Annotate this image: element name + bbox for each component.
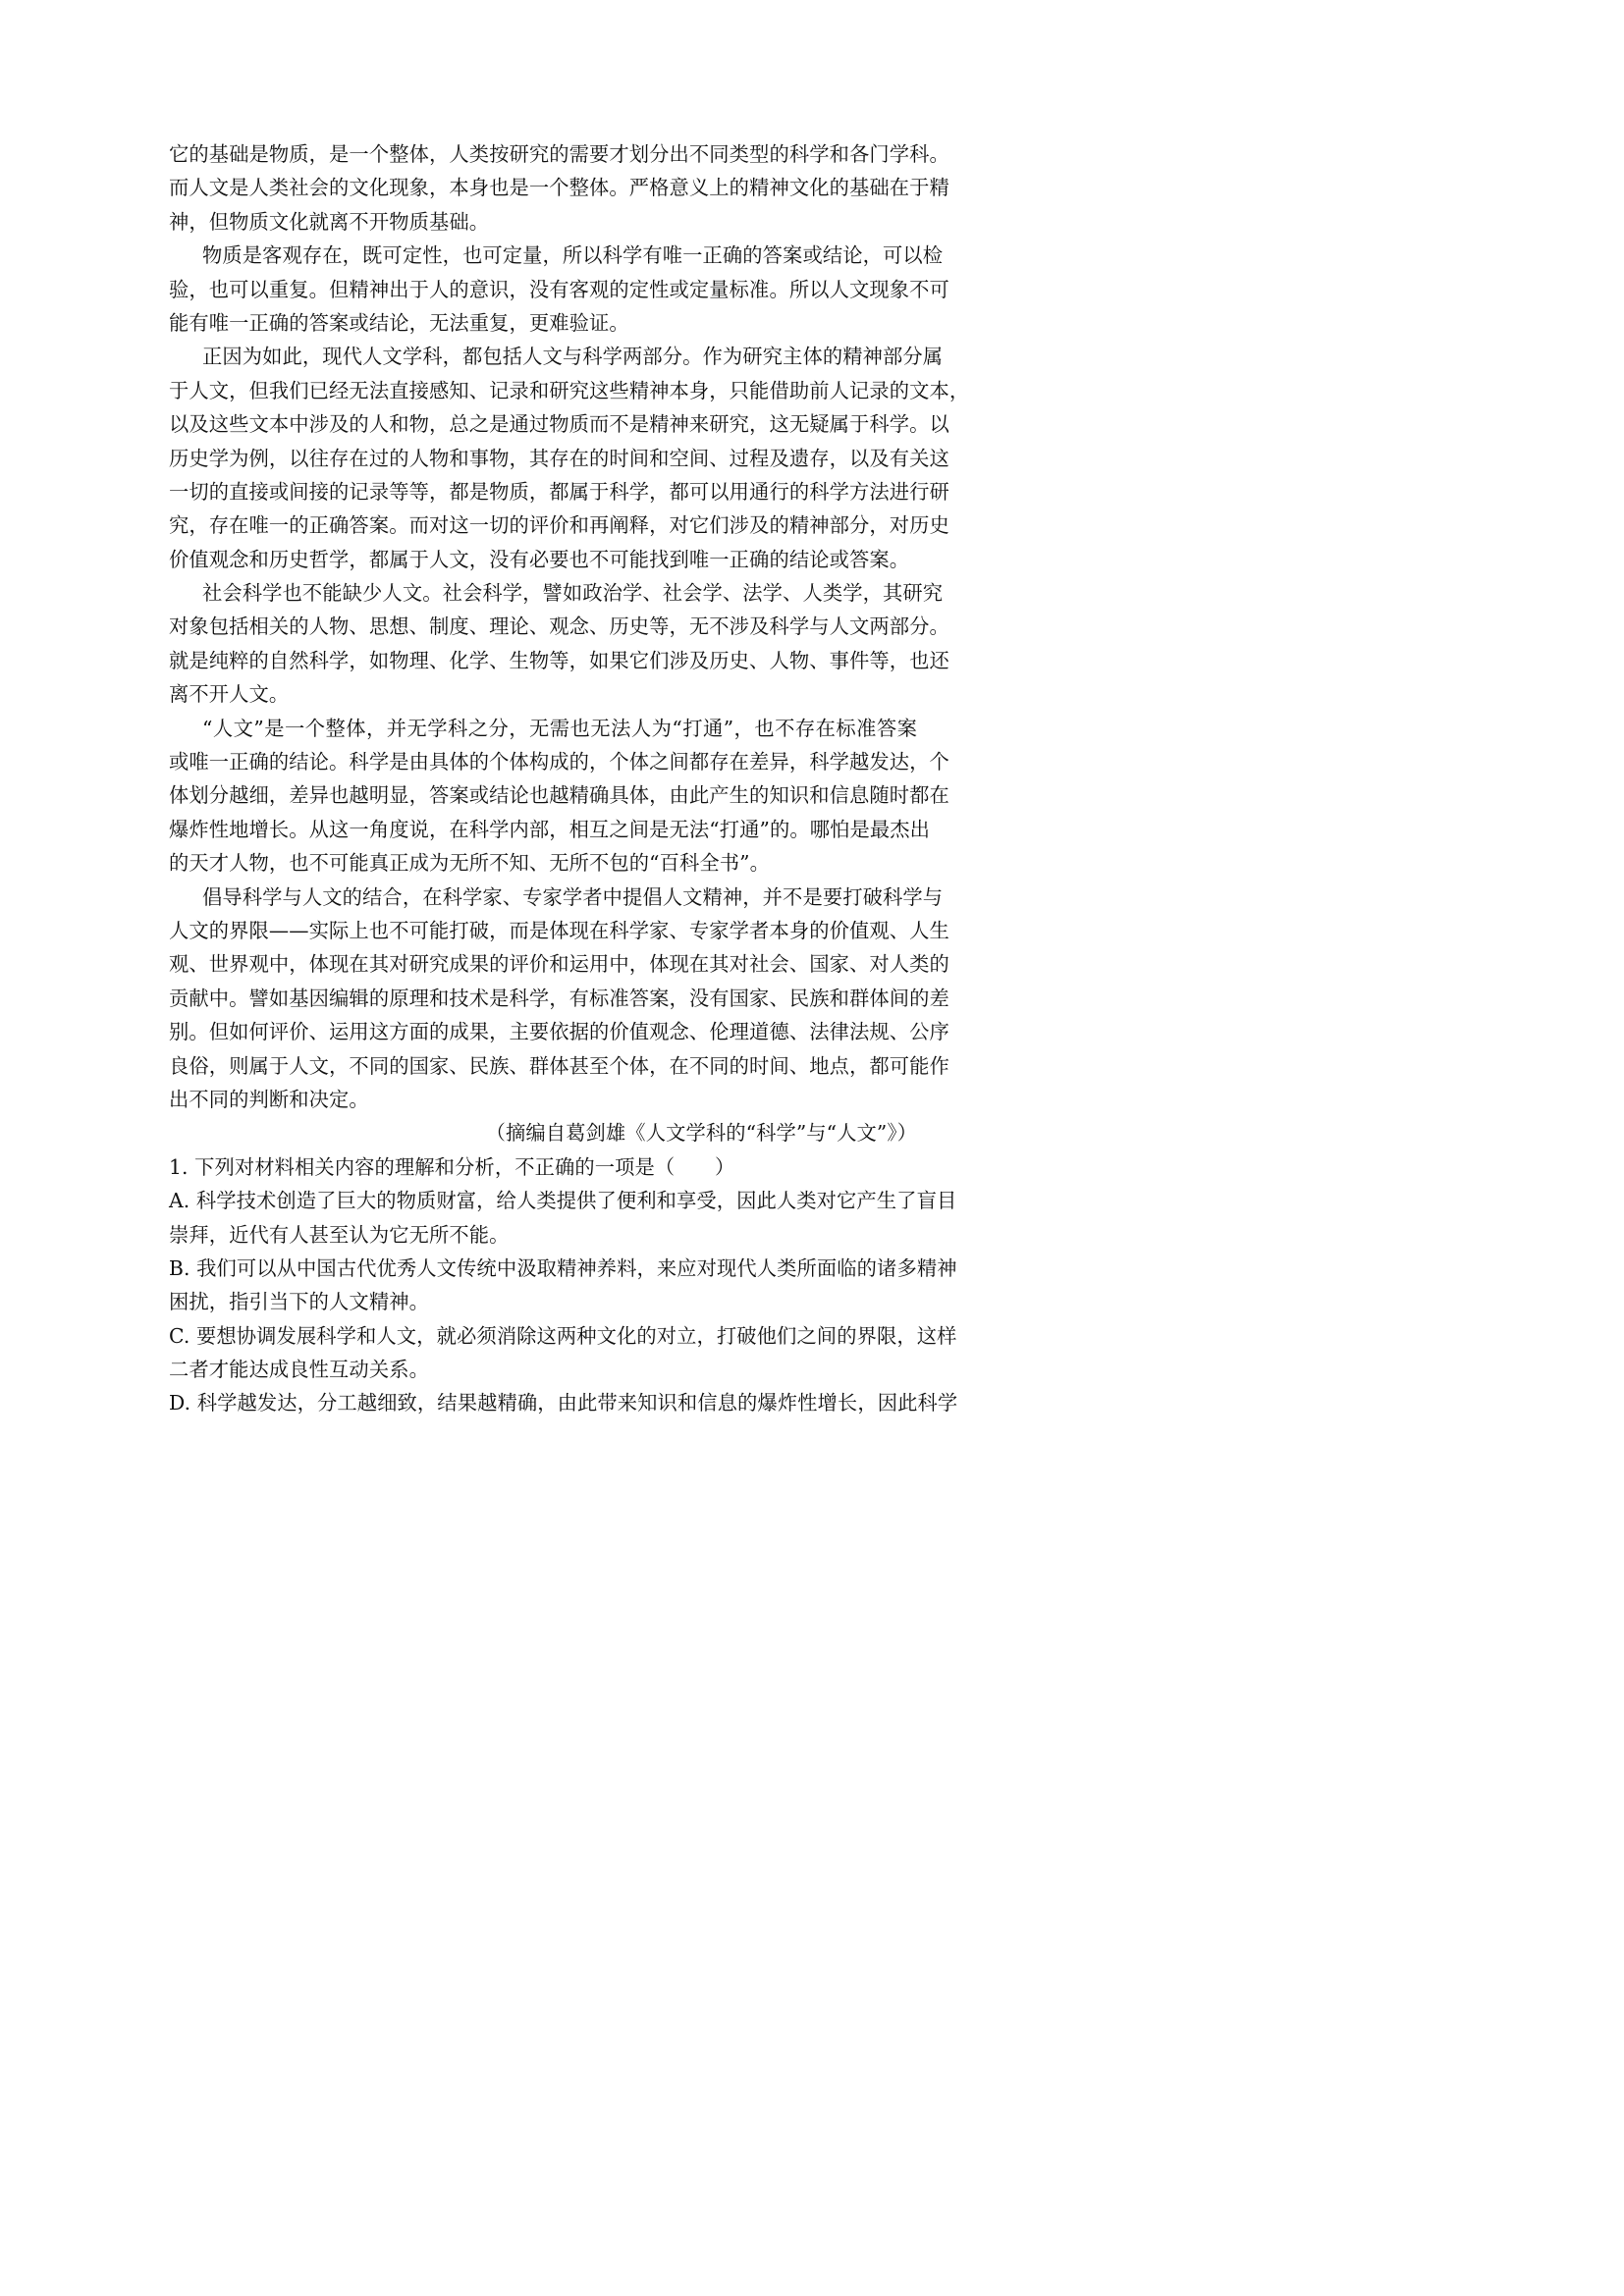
paragraph-2-line: 验，也可以重复。但精神出于人的意识，没有客观的定性或定量标准。所以人文现象不可 <box>169 277 949 301</box>
option-b-line: 困扰，指引当下的人文精神。 <box>169 1290 429 1314</box>
paragraph-3-line: 价值观念和历史哲学，都属于人文，没有必要也不可能找到唯一正确的结论或答案。 <box>169 547 910 571</box>
paragraph-6-line: 倡导科学与人文的结合，在科学家、专家学者中提倡人文精神，并不是要打破科学与 <box>202 884 944 909</box>
paragraph-6-line: 出不同的判断和决定。 <box>169 1087 369 1111</box>
option-d-line: D. 科学越发达，分工越细致，结果越精确，由此带来知识和信息的爆炸性增长，因此科学 <box>169 1391 958 1415</box>
paragraph-4-line: 社会科学也不能缺少人文。社会科学，譬如政治学、社会学、法学、人类学，其研究 <box>202 581 944 606</box>
paragraph-3-line: 一切的直接或间接的记录等等，都是物质，都属于科学，都可以用通行的科学方法进行研 <box>169 479 949 504</box>
question-stem: 1. 下列对材料相关内容的理解和分析，不正确的一项是（ ） <box>169 1154 735 1179</box>
paragraph-3-line: 于人文，但我们已经无法直接感知、记录和研究这些精神本身，只能借助前人记录的文本， <box>169 378 970 402</box>
paragraph-6-line: 良俗，则属于人文，不同的国家、民族、群体甚至个体，在不同的时间、地点，都可能作 <box>169 1053 949 1078</box>
paragraph-4-line: 对象包括相关的人物、思想、制度、理论、观念、历史等，无不涉及科学与人文两部分。 <box>169 614 949 639</box>
paragraph-3-line: 究，存在唯一的正确答案。而对这一切的评价和再阐释，对它们涉及的精神部分，对历史 <box>169 513 949 538</box>
paragraph-3-line: 正因为如此，现代人文学科，都包括人文与科学两部分。作为研究主体的精神部分属 <box>202 345 944 369</box>
option-a-line: A. 科学技术创造了巨大的物质财富，给人类提供了便利和享受，因此人类对它产生了盲目 <box>169 1189 957 1213</box>
paragraph-4-line: 离不开人文。 <box>169 682 290 707</box>
paragraph-2-line: 物质是客观存在，既可定性，也可定量，所以科学有唯一正确的答案或结论，可以检 <box>202 243 944 268</box>
paragraph-6-line: 观、世界观中，体现在其对研究成果的评价和运用中，体现在其对社会、国家、对人类的 <box>169 952 949 977</box>
paragraph-1-line: 神，但物质文化就离不开物质基础。 <box>169 209 490 234</box>
paragraph-6-line: 别。但如何评价、运用这方面的成果，主要依据的价值观念、伦理道德、法律法规、公序 <box>169 1020 949 1044</box>
paragraph-1-line: 而人文是人类社会的文化现象，本身也是一个整体。严格意义上的精神文化的基础在于精 <box>169 176 949 200</box>
paragraph-2-line: 能有唯一正确的答案或结论，无法重复，更难验证。 <box>169 310 629 335</box>
option-c-line: C. 要想协调发展科学和人文，就必须消除这两种文化的对立，打破他们之间的界限，这样 <box>169 1323 957 1348</box>
paragraph-4-line: 就是纯粹的自然科学，如物理、化学、生物等，如果它们涉及历史、人物、事件等，也还 <box>169 648 949 672</box>
option-c-line: 二者才能达成良性互动关系。 <box>169 1358 429 1382</box>
paragraph-6-line: 贡献中。譬如基因编辑的原理和技术是科学，有标准答案，没有国家、民族和群体间的差 <box>169 986 949 1010</box>
document-page <box>0 0 1084 1531</box>
paragraph-5-line: 体划分越细，差异也越明显，答案或结论也越精确具体，由此产生的知识和信息随时都在 <box>169 783 949 808</box>
paragraph-5-line: 爆炸性地增长。从这一角度说，在科学内部，相互之间是无法“打通”的。哪怕是最杰出 <box>169 817 931 841</box>
paragraph-6-line: 人文的界限——实际上也不可能打破，而是体现在科学家、专家学者本身的价值观、人生 <box>169 918 949 942</box>
paragraph-3-line: 历史学为例，以往存在过的人物和事物，其存在的时间和空间、过程及遗存，以及有关这 <box>169 446 949 470</box>
paragraph-1-line: 它的基础是物质，是一个整体，人类按研究的需要才划分出不同类型的科学和各门学科。 <box>169 142 949 166</box>
paragraph-5-line: 的天才人物，也不可能真正成为无所不知、无所不包的“百科全书”。 <box>169 851 770 876</box>
source-citation: （摘编自葛剑雄《人文学科的“科学”与“人文”》） <box>485 1121 917 1146</box>
paragraph-3-line: 以及这些文本中涉及的人和物，总之是通过物质而不是精神来研究，这无疑属于科学。以 <box>169 412 949 437</box>
paragraph-5-line: 或唯一正确的结论。科学是由具体的个体构成的，个体之间都存在差异，科学越发达，个 <box>169 750 949 774</box>
paragraph-5-line: “人文”是一个整体，并无学科之分，无需也无法人为“打通”，也不存在标准答案 <box>202 716 917 740</box>
option-b-line: B. 我们可以从中国古代优秀人文传统中汲取精神养料，来应对现代人类所面临的诸多精神 <box>169 1255 957 1280</box>
option-a-line: 崇拜，近代有人甚至认为它无所不能。 <box>169 1222 510 1247</box>
article-body <box>169 137 970 1420</box>
